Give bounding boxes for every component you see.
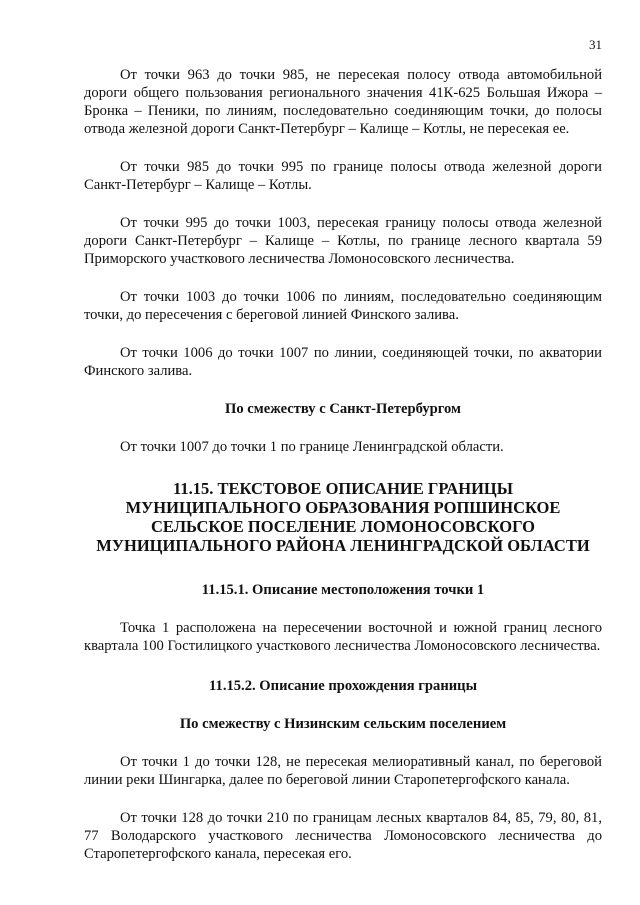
subsection-heading-2: 11.15.2. Описание прохождения границы: [209, 678, 477, 694]
paragraph: От точки 963 до точки 985, не пересекая полосу отвода автомобильной дороги общего пользования регионального значения 41К-625 Большая Ижора – Бронка – Пеники, по линиям, последовательно соединяющим точки, до полосы отвода железной дороги Санкт-Петербург – Калище – Котлы, не пересекая ее.: [84, 67, 602, 137]
document-body: [84, 66, 602, 863]
paragraph: Точка 1 расположена на пересечении восточной и южной границ лесного квартала 100 Гостилицкого участкового лесничества Ломоносовского лесничества.: [84, 620, 602, 654]
spb-heading: По смежеству с Санкт-Петербургом: [225, 401, 461, 417]
subsection-heading-1: 11.15.1. Описание местоположения точки 1: [201, 582, 485, 598]
nizino-heading: По смежеству с Низинским сельским поселением: [179, 716, 507, 732]
paragraph: От точки 1003 до точки 1006 по линиям, последовательно соединяющим точки, до пересечения с береговой линией Финского залива.: [84, 289, 602, 323]
page-number: 31: [589, 37, 602, 52]
paragraph: От точки 1007 до точки 1 по границе Ленинградской области.: [120, 439, 504, 455]
paragraph: От точки 1006 до точки 1007 по линии, соединяющей точки, по акватории Финского залива.: [84, 345, 602, 379]
paragraph: От точки 1 до точки 128, не пересекая мелиоративный канал, по береговой линии реки Шингарка, далее по береговой линии Старопетергофского канала.: [84, 754, 602, 788]
paragraph: От точки 985 до точки 995 по границе полосы отвода железной дороги Санкт-Петербург – Калище – Котлы.: [84, 159, 602, 193]
paragraph: От точки 128 до точки 210 по границам лесных кварталов 84, 85, 79, 80, 81, 77 Володарского участкового лесничества Ломоносовского лесничества до Старопетергофского канала, пересекая его.: [84, 810, 602, 862]
paragraph: От точки 995 до точки 1003, пересекая границу полосы отвода железной дороги Санкт-Петербург – Калище – Котлы, по границе лесного квартала 59 Приморского участкового лесничества Ломоносовского лесничества.: [84, 215, 602, 267]
section-title: 11.15. ТЕКСТОВОЕ ОПИСАНИЕ ГРАНИЦЫ МУНИЦИПАЛЬНОГО ОБРАЗОВАНИЯ РОПШИНСКОЕ СЕЛЬСКОЕ ПОСЕЛЕНИЕ ЛОМОНОСОВСКОГО МУНИЦИПАЛЬНОГО РАЙОНА ЛЕНИНГРАДСКОЙ ОБЛАСТИ: [96, 479, 590, 555]
